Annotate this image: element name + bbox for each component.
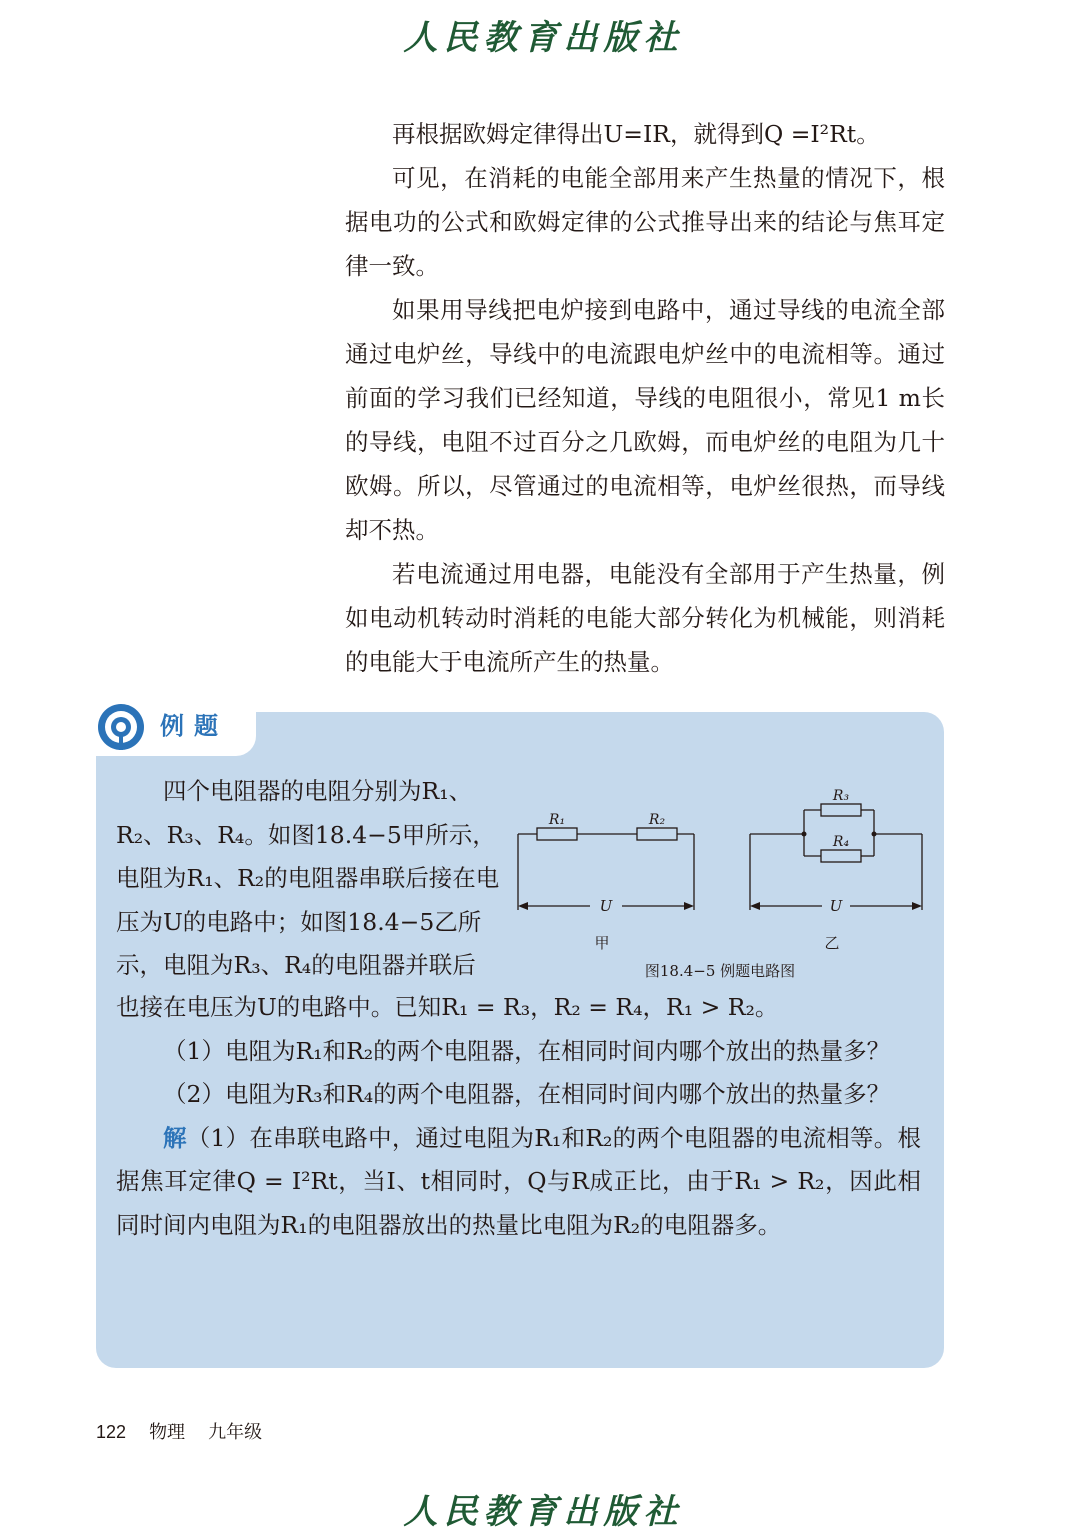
example-intro-text: 四个电阻器的电阻分别为R₁、R₂、R₃、R₄。如图18.4−5甲所示，电阻为R₁、R₂的电阻器串联后接在电压为U的电路中；如图18.4−5乙所示，电阻为R₃、R₄的电阻器并联后 — [116, 777, 500, 979]
footer-grade: 九年级 — [208, 1422, 263, 1442]
label-r4: R₄ — [832, 834, 850, 850]
junction-dot — [872, 832, 877, 837]
arrow-left-icon — [518, 902, 528, 910]
resistor-r2 — [637, 828, 677, 840]
arrow-right-icon — [912, 902, 922, 910]
label-r3: R₃ — [832, 788, 850, 804]
label-yi: 乙 — [824, 934, 840, 952]
answer-label: 解 — [163, 1123, 187, 1152]
paragraph-4: 若电流通过用电器，电能没有全部用于产生热量，例如电动机转动时消耗的电能大部分转化为机械能，则消耗的电能大于电流所产生的热量。 — [345, 560, 945, 676]
label-u-right: U — [829, 897, 843, 915]
label-jia: 甲 — [594, 934, 610, 952]
example-intro-cont: 也接在电压为U的电路中。已知R₁ = R₃，R₂ = R₄，R₁ > R₂。 — [116, 993, 779, 1021]
example-title: 例题 — [160, 712, 228, 740]
figure-caption: 图18.4−5 例题电路图 — [644, 962, 796, 980]
page-number: 122 — [96, 1422, 127, 1442]
arrow-right-icon — [684, 902, 694, 910]
page-footer — [96, 1418, 280, 1444]
publisher-logo-top: 人民教育出版社 — [403, 18, 684, 58]
target-icon — [96, 702, 146, 752]
paragraph-2: 可见，在消耗的电能全部用来产生热量的情况下，根据电功的公式和欧姆定律的公式推导出来的结论与焦耳定律一致。 — [345, 164, 945, 280]
example-intro — [116, 770, 504, 988]
circuit-diagram — [510, 780, 930, 985]
question-2: （2）电阻为R₃和R₄的两个电阻器，在相同时间内哪个放出的热量多？ — [163, 1080, 891, 1108]
publisher-logo-bottom: 人民教育出版社 — [403, 1492, 684, 1532]
paragraph-3: 如果用导线把电炉接到电路中，通过导线的电流全部通过电炉丝，导线中的电流跟电炉丝中的电流相等。通过前面的学习我们已经知道，导线的电阻很小，常见1 m长的导线，电阻不过百分之几欧姆，而电炉丝的电阻为几十欧姆。所以，尽管通过的电流相等，电炉丝很热，而导线却不热。 — [345, 296, 945, 544]
question-1: （1）电阻为R₁和R₂的两个电阻器，在相同时间内哪个放出的热量多？ — [163, 1036, 891, 1065]
label-r1: R₁ — [548, 812, 566, 828]
example-body — [116, 986, 921, 1247]
resistor-r3 — [821, 804, 861, 816]
label-u-left: U — [599, 897, 613, 915]
label-r2: R₂ — [648, 812, 666, 828]
resistor-r1 — [537, 828, 577, 840]
main-text — [345, 112, 945, 684]
footer-subject: 物理 — [149, 1422, 186, 1442]
parallel-circuit — [750, 804, 922, 910]
junction-dot — [802, 832, 807, 837]
answer — [116, 1117, 921, 1248]
arrow-left-icon — [750, 902, 760, 910]
answer-text: （1）在串联电路中，通过电阻为R₁和R₂的两个电阻器的电流相等。根据焦耳定律Q = I²Rt，当I、t相同时，Q与R成正比，由于R₁ > R₂，因此相同时间内电阻为R₁的电阻器放出的热量比电阻为R₂的电阻器多。 — [116, 1123, 922, 1239]
paragraph-1: 再根据欧姆定律得出U=IR，就得到Q =I²Rt。 — [392, 120, 880, 148]
resistor-r4 — [821, 850, 861, 862]
